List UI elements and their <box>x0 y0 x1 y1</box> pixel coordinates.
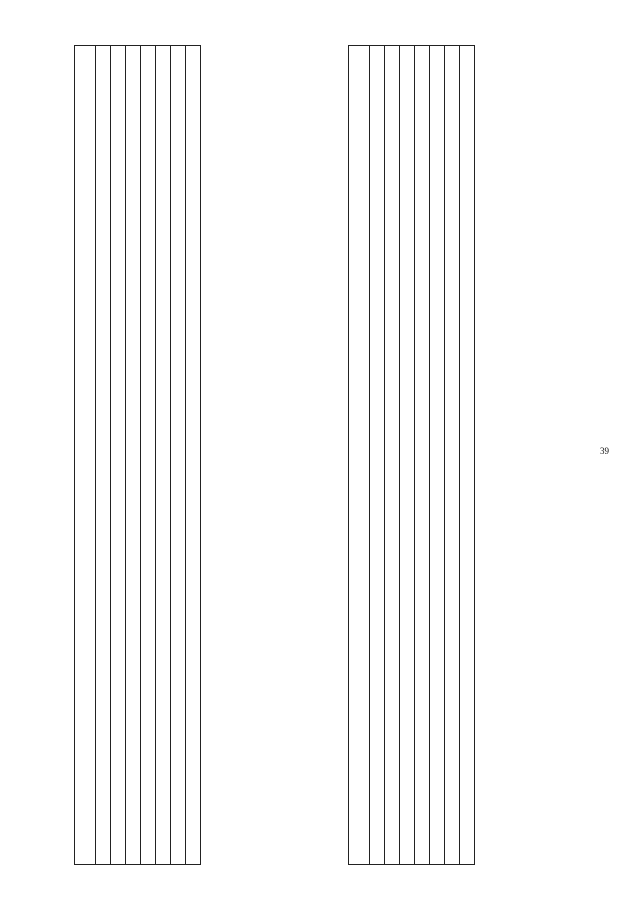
table-row <box>156 46 171 865</box>
table-row <box>385 46 400 865</box>
table-row <box>126 46 141 865</box>
table-header <box>75 46 96 865</box>
table-header <box>349 46 370 865</box>
table-row <box>111 46 126 865</box>
table-row <box>96 46 111 865</box>
table-row <box>171 46 186 865</box>
page-number: 39 <box>600 446 609 456</box>
table-row <box>400 46 415 865</box>
table-row <box>430 46 445 865</box>
table-2 <box>348 45 475 865</box>
rotated-page-content <box>40 40 600 865</box>
table-row <box>460 46 475 865</box>
table-1 <box>74 45 201 865</box>
table-row <box>186 46 201 865</box>
table-row <box>445 46 460 865</box>
table-row <box>370 46 385 865</box>
table-row <box>141 46 156 865</box>
table-row <box>415 46 430 865</box>
